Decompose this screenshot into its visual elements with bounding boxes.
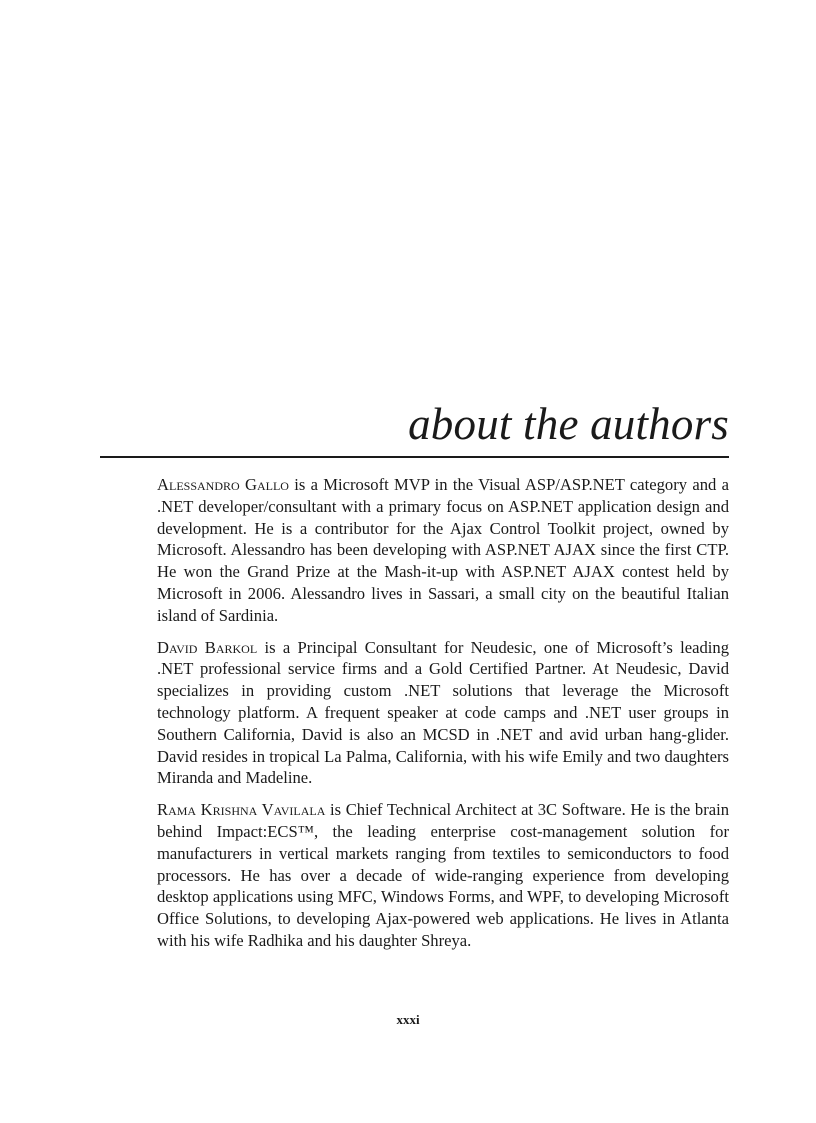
author-bios [157,474,729,962]
author-bio [157,637,729,790]
title-rule [100,456,729,458]
author-bio-text: is a Microsoft MVP in the Visual ASP/ASP.NET category and a .NET developer/consultant with a primary focus on ASP.NET application design and development. He is a contributor for the Ajax Control Toolkit project, owned by Microsoft. Alessandro has been developing with ASP.NET AJAX since the first CTP. He won the Grand Prize at the Mash-it-up with ASP.NET AJAX contest held by Microsoft in 2006. Alessandro lives in Sassari, a small city on the beautiful Italian island of Sardinia. [157,475,729,625]
chapter-title: about the authors [408,399,729,449]
author-bio-text: is Chief Technical Architect at 3C Software. He is the brain behind Impact:ECS™, the leading enterprise cost-management solution for manufacturers in vertical markets ranging from textiles to semiconductors to food processors. He has over a decade of wide-ranging experience from developing desktop applications using MFC, Windows Forms, and WPF, to developing Microsoft Office Solutions, to developing Ajax-powered web applications. He lives in Atlanta with his wife Radhika and his daughter Shreya. [157,800,729,950]
author-bio [157,799,729,952]
author-bio [157,474,729,627]
page-number: xxxi [396,1012,420,1027]
author-name: David Barkol [157,637,258,657]
author-bio-text: is a Principal Consultant for Neudesic, one of Microsoft’s leading .NET professional service firms and a Gold Certified Partner. At Neudesic, David specializes in providing custom .NET solutions that leverage the Microsoft technology platform. A frequent speaker at code camps and .NET user groups in Southern California, David is also an MCSD in .NET and avid urban hang-glider. David resides in tropical La Palma, California, with his wife Emily and two daughters Miranda and Madeline. [157,637,729,788]
author-name: Rama Krishna Vavilala [157,800,326,820]
author-name: Alessandro Gallo [157,475,289,494]
